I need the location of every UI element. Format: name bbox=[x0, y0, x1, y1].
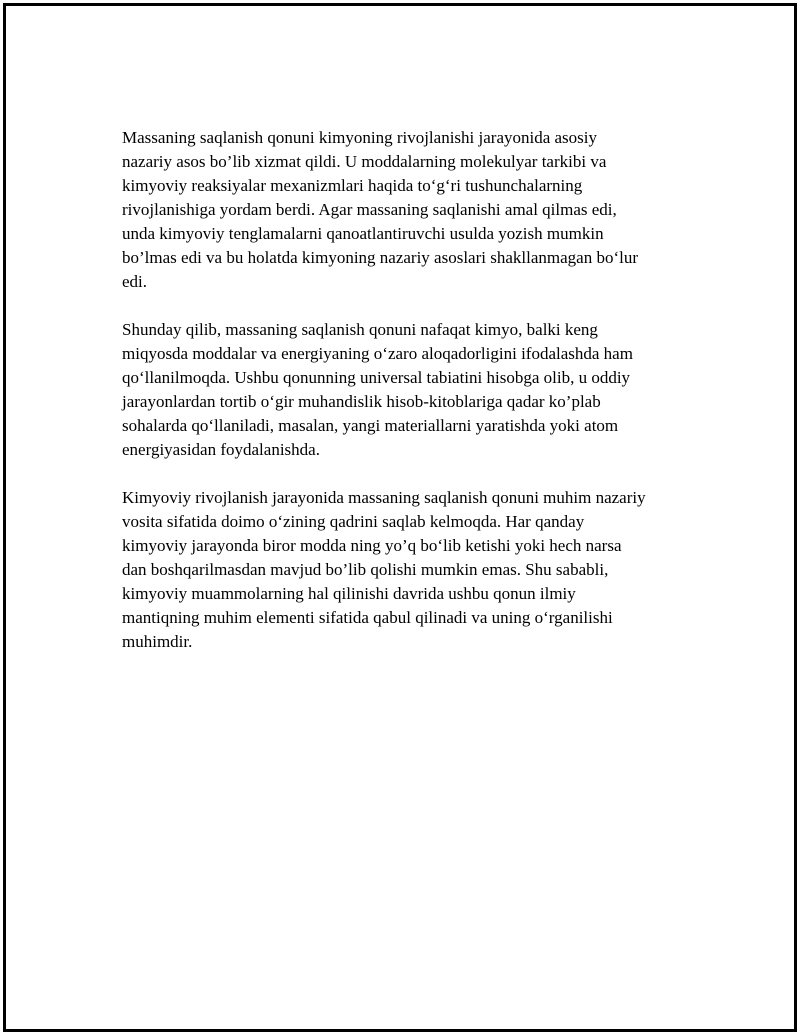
paragraph-line: nazariy asos bo’lib xizmat qildi. U moddalarning molekulyar tarkibi va bbox=[122, 152, 607, 171]
document-body bbox=[122, 126, 702, 678]
paragraph-line: bo’lmas edi va bu holatda kimyoning nazariy asoslari shakllanmagan bo‘lur bbox=[122, 248, 639, 267]
paragraph-line: miqyosda moddalar va energiyaning o‘zaro aloqadorligini ifodalashda ham bbox=[122, 344, 633, 363]
paragraph-line: sohalarda qo‘llaniladi, masalan, yangi materiallarni yaratishda yoki atom bbox=[122, 416, 619, 435]
paragraph-line: Massaning saqlanish qonuni kimyoning rivojlanishi jarayonida asosiy bbox=[122, 128, 598, 147]
paragraph-line: edi. bbox=[122, 272, 148, 291]
paragraph-line: Shunday qilib, massaning saqlanish qonuni nafaqat kimyo, balki keng bbox=[122, 320, 598, 339]
paragraph-line: energiyasidan foydalanishda. bbox=[122, 440, 320, 459]
paragraph-line: vosita sifatida doimo o‘zining qadrini saqlab kelmoqda. Har qanday bbox=[122, 512, 585, 531]
paragraph-line: Kimyoviy rivojlanish jarayonida massaning saqlanish qonuni muhim nazariy bbox=[122, 488, 646, 507]
paragraph-line: kimyoviy muammolarning hal qilinishi davrida ushbu qonun ilmiy bbox=[122, 584, 576, 603]
paragraph-line: kimyoviy reaksiyalar mexanizmlari haqida to‘g‘ri tushunchalarning bbox=[122, 176, 583, 195]
paragraph-1 bbox=[122, 126, 702, 294]
paragraph-3 bbox=[122, 486, 702, 654]
paragraph-line: jarayonlardan tortib o‘gir muhandislik hisob-kitoblariga qadar ko’plab bbox=[122, 392, 601, 411]
paragraph-2 bbox=[122, 318, 702, 462]
page-frame bbox=[3, 3, 797, 1032]
paragraph-line: unda kimyoviy tenglamalarni qanoatlantiruvchi usulda yozish mumkin bbox=[122, 224, 604, 243]
paragraph-line: mantiqning muhim elementi sifatida qabul qilinadi va uning o‘rganilishi bbox=[122, 608, 613, 627]
paragraph-line: dan boshqarilmasdan mavjud bo’lib qolishi mumkin emas. Shu sababli, bbox=[122, 560, 609, 579]
paragraph-line: rivojlanishiga yordam berdi. Agar massaning saqlanishi amal qilmas edi, bbox=[122, 200, 617, 219]
paragraph-line: kimyoviy jarayonda biror modda ning yo’q bo‘lib ketishi yoki hech narsa bbox=[122, 536, 622, 555]
paragraph-line: muhimdir. bbox=[122, 632, 193, 651]
paragraph-line: qo‘llanilmoqda. Ushbu qonunning universal tabiatini hisobga olib, u oddiy bbox=[122, 368, 631, 387]
